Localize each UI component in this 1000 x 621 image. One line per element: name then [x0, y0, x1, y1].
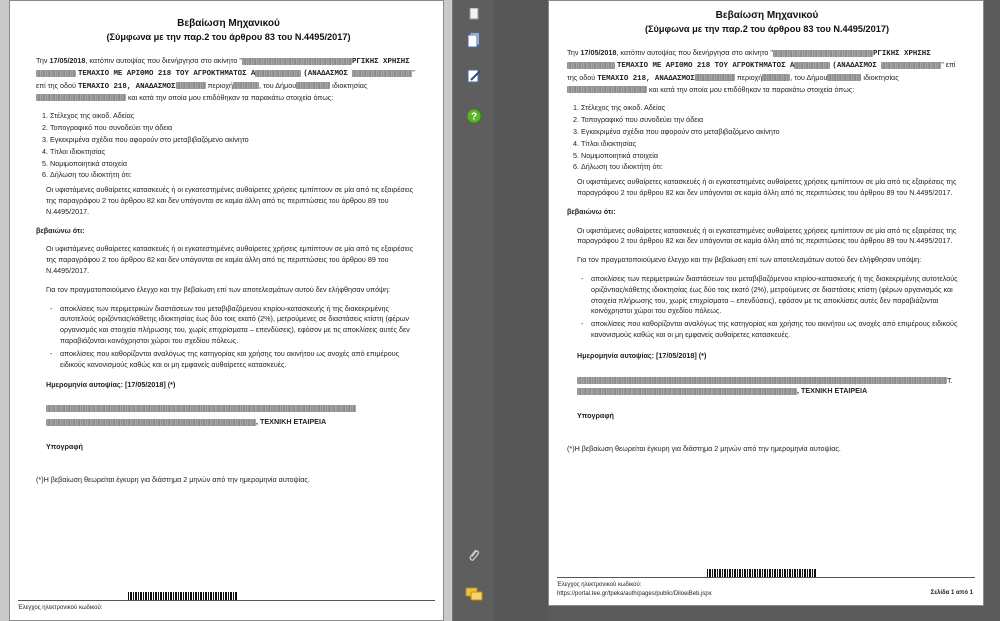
redaction — [881, 62, 941, 69]
documents-list — [50, 111, 421, 181]
redaction — [36, 94, 126, 101]
list-item: 4. Τίτλοι ιδιοκτησίας — [50, 147, 421, 158]
signature-label: Υπογραφή — [46, 441, 83, 451]
sign-pen-icon — [466, 68, 482, 84]
footer-label: Έλεγχος ηλεκτρονικού κωδικού: — [18, 605, 103, 611]
list-item: 3. Εγκεκριμένα σχέδια που αφορούν στο μεταβιβαζόμενο ακίνητο — [50, 135, 421, 146]
list-item: 1. Στέλεχος της οικοδ. Αδείας — [581, 103, 967, 114]
redaction — [255, 70, 301, 77]
viewer-background — [494, 0, 548, 621]
list-item: - αποκλίσεις των περιμετρικών διαστάσεων του μεταβιβαζόμενου κτιρίου-κατασκευής ή της διακεκριμένης αυτοτελούς οριζόντιας/κάθετης ιδιοκτησίας έως δύο τοις εκατό (2%), μετρούμενες σε διαστάσεις κτίστη (φέρων οργανισμός και στοιχεία πλήρωσης του, χωρίς επιχρίσματα – επενδύσεις), εφόσον με τις αποκλίσεις αυτές δεν παραβιάζονται κοινόχρηστοι χώροι του σχεδίου πόλεως. — [60, 304, 421, 347]
company-line: Τ. , ΤΕΧΝΙΚΗ ΕΤΑΙΡΕΙΑ — [567, 376, 967, 398]
company-line: , ΤΕΧΝΙΚΗ ΕΤΑΙΡΕΙΑ — [36, 405, 421, 428]
svg-text:?: ? — [470, 111, 478, 123]
document-page-left — [9, 0, 444, 621]
page-thumbnail-button[interactable] — [464, 4, 484, 24]
redaction — [773, 50, 873, 57]
exclusions-list — [567, 274, 967, 341]
redaction — [46, 419, 256, 426]
certify-heading: βεβαιώνω ότι: — [36, 225, 85, 235]
redaction — [827, 74, 861, 81]
pages-icon — [466, 32, 482, 48]
list-item: 5. Νομιμοποιητικά στοιχεία — [581, 151, 967, 162]
redaction — [352, 70, 412, 77]
attachments-button[interactable] — [464, 545, 484, 565]
check-intro: Για τον πραγματοποιούμενο έλεγχο και την βεβαίωση επί των αποτελεσμάτων αυτού δεν ελήφθησαν υπόψη: — [46, 284, 391, 294]
document-page-right[interactable] — [548, 0, 984, 606]
doc-subtitle: (Σύμφωνα με την παρ.2 του άρθρου 83 του Ν.4495/2017) — [106, 31, 351, 42]
intro-paragraph: Την 17/05/2018, κατόπιν αυτοψίας που διενήργησα στο ακίνητο " ΡΓΙΚΗΣ ΧΡΗΣΗΣ ΤΕΜΑΧΙΟ ΜΕ ΑΡΙΘΜΟ 218 ΤΟΥ ΑΓΡΟΚΤΗΜΑΤΟΣ Α (ΑΝΑΔΑΣΜΟΣ " επί της οδού ΤΕΜΑΧΙΟ 218, ΑΝΑΔΑΣΜΟΣ περιοχή , του Δήμου ιδιοκτησίας και κατά την οποία μου επιδόθηκαν τα παρακάτω στοιχεία όπως: — [567, 48, 956, 94]
redaction — [36, 70, 76, 77]
left-document-pane[interactable] — [0, 0, 452, 621]
redaction — [296, 82, 330, 89]
redaction — [176, 82, 206, 89]
redaction — [695, 74, 735, 81]
list-item: 5. Νομιμοποιητικά στοιχεία — [50, 159, 421, 170]
pages-button[interactable] — [464, 30, 484, 50]
side-toolbar — [452, 0, 494, 621]
redaction — [567, 62, 615, 69]
redaction — [794, 62, 830, 69]
list-item: - αποκλίσεις που καθορίζονται αναλόγως της κατηγορίας και χρήσης του ακινήτου ως ανοχές από επιμέρους ειδικούς κανονισμούς καθώς και οι μη εμφανείς αυθαίρετες κατασκευές. — [60, 349, 421, 371]
list-item: 1. Στέλεχος της οικοδ. Αδείας — [50, 111, 421, 122]
doc-subtitle: (Σύμφωνα με την παρ.2 του άρθρου 83 του Ν.4495/2017) — [644, 23, 890, 34]
redaction — [567, 86, 647, 93]
redaction — [242, 58, 352, 65]
intro-paragraph: Την 17/05/2018, κατόπιν αυτοψίας που διενήργησα στο ακίνητο " ΡΓΙΚΗΣ ΧΡΗΣΗΣ ΤΕΜΑΧΙΟ ΜΕ ΑΡΙΘΜΟ 218 ΤΟΥ ΑΓΡΟΚΤΗΜΑΤΟΣ Α (ΑΝΑΔΑΣΜΟΣ " επί της οδού ΤΕΜΑΧΙΟ 218, ΑΝΑΔΑΣΜΟΣ περιοχή , του Δήμου ιδιοκτησίας και κατά την οποία μου επιδόθηκαν τα παρακάτω στοιχεία όπως: — [36, 56, 415, 102]
footer-label: Έλεγχος ηλεκτρονικού κωδικού: — [557, 582, 642, 588]
documents-list — [581, 103, 967, 173]
help-icon — [466, 108, 482, 124]
list-item: 3. Εγκεκριμένα σχέδια που αφορούν στο μεταβιβαζόμενο ακίνητο — [581, 127, 967, 138]
page-footer — [557, 577, 975, 599]
owner-statement: Οι υφιστάμενες αυθαίρετες κατασκευές ή οι εγκατεστημένες αυθαίρετες χρήσεις εμπίπτουν σε μία από τις εξαιρέσεις της παραγράφου 2 του άρθρου 82 και δεν υπάγονται σε καμία άλλη από τις περιπτώσεις του άρθρου 89 του Ν.4495/2017. — [46, 185, 414, 216]
comments-icon — [465, 586, 483, 602]
redaction — [577, 377, 947, 384]
certify-heading: βεβαιώνω ότι: — [567, 206, 616, 216]
paperclip-icon — [466, 547, 482, 563]
footnote: (*)Η βεβαίωση θεωρείται έγκυρη για διάστημα 2 μηνών από την ημερομηνία αυτοψίας. — [567, 443, 841, 453]
list-item: 2. Τοπογραφικό που συνοδεύει την άδεια — [50, 123, 421, 134]
list-item: 6. Δήλωση του ιδιοκτήτη ότι: — [581, 162, 967, 173]
signature-label: Υπογραφή — [577, 411, 614, 421]
barcode — [128, 592, 238, 600]
list-item: - αποκλίσεις των περιμετρικών διαστάσεων του μεταβιβαζόμενου κτιρίου-κατασκευής ή της διακεκριμένης αυτοτελούς οριζόντιας/κάθετης ιδιοκτησίας έως δύο τοις εκατό (2%), μετρούμενες σε διαστάσεις κτίστη (φέρων οργανισμός και στοιχεία πλήρωσης του, χωρίς επιχρίσματα – επενδύσεις), εφόσον με τις αποκλίσεις αυτές δεν παραβιάζονται κοινόχρηστοι χώροι του σχεδίου πόλεως. — [591, 274, 967, 317]
list-item: 6. Δήλωση του ιδιοκτήτη ότι: — [50, 170, 421, 181]
list-item: 4. Τίτλοι ιδιοκτησίας — [581, 139, 967, 150]
page-icon — [468, 8, 480, 20]
inspection-date: Ημερομηνία αυτοψίας: [17/05/2018] (*) — [577, 350, 707, 360]
barcode — [707, 569, 817, 577]
exclusions-list — [36, 304, 421, 371]
doc-title: Βεβαίωση Μηχανικού — [177, 18, 280, 29]
redaction — [577, 388, 797, 395]
certify-text: Οι υφιστάμενες αυθαίρετες κατασκευές ή οι εγκατεστημένες αυθαίρετες χρήσεις εμπίπτουν σε μία από τις εξαιρέσεις της παραγράφου 2 του άρθρου 82 και δεν υπάγονται σε καμία άλλη από τις περιπτώσεις του άρθρου 89 του Ν.4495/2017. — [46, 244, 414, 275]
doc-title: Βεβαίωση Μηχανικού — [715, 10, 819, 21]
certify-text: Οι υφιστάμενες αυθαίρετες κατασκευές ή οι εγκατεστημένες αυθαίρετες χρήσεις εμπίπτουν σε μία από τις εξαιρέσεις της παραγράφου 2 του άρθρου 82 και δεν υπάγονται σε καμία άλλη από τις περιπτώσεις του άρθρου 89 του Ν.4495/2017. — [577, 225, 957, 246]
footnote: (*)Η βεβαίωση θεωρείται έγκυρη για διάστημα 2 μηνών από την ημερομηνία αυτοψίας. — [36, 474, 310, 484]
sign-button[interactable] — [464, 66, 484, 86]
redaction — [762, 74, 790, 81]
footer-url[interactable]: https://portal.tee.gr/tpeka/auth/pages/public/DiloeiBeb.jspx — [557, 591, 712, 597]
redaction — [46, 405, 356, 412]
list-item: 2. Τοπογραφικό που συνοδεύει την άδεια — [581, 115, 967, 126]
page-number: Σελίδα 1 από 1 — [930, 590, 973, 596]
comments-button[interactable] — [464, 584, 484, 604]
help-button[interactable] — [464, 106, 484, 126]
page-footer — [18, 600, 435, 620]
check-intro: Για τον πραγματοποιούμενο έλεγχο και την βεβαίωση επί των αποτελεσμάτων αυτού δεν ελήφθησαν υπόψη: — [577, 255, 922, 265]
owner-statement: Οι υφιστάμενες αυθαίρετες κατασκευές ή οι εγκατεστημένες αυθαίρετες χρήσεις εμπίπτουν σε μία από τις εξαιρέσεις της παραγράφου 2 του άρθρου 82 και δεν υπάγονται σε καμία άλλη από τις περιπτώσεις του άρθρου 89 του Ν.4495/2017. — [577, 177, 957, 197]
redaction — [233, 82, 259, 89]
inspection-date: Ημερομηνία αυτοψίας: [17/05/2018] (*) — [46, 380, 176, 390]
list-item: - αποκλίσεις που καθορίζονται αναλόγως της κατηγορίας και χρήσης του ακινήτου ως ανοχές από επιμέρους ειδικούς κανονισμούς καθώς και οι μη εμφανείς αυθαίρετες κατασκευές. — [591, 319, 967, 341]
